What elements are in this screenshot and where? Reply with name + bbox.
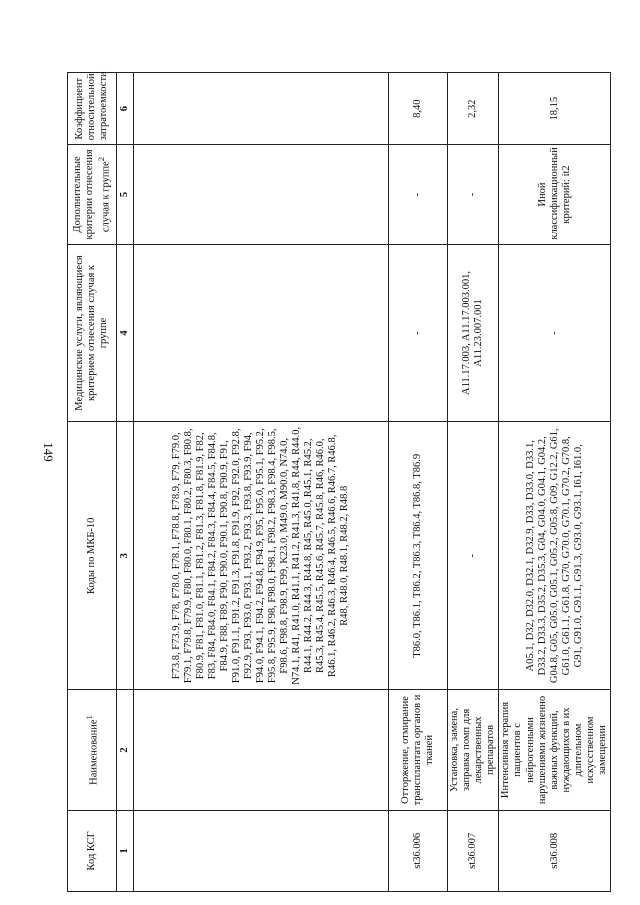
coefficient: 18,15: [499, 73, 611, 145]
column-number: 6: [117, 73, 134, 145]
ksg-name: Интенсивная терапия пациентов с нейрогенными нарушениями жизненно важных функций, нуждающихся в их длительном искусственном замещении: [499, 690, 611, 810]
additional-criteria: Иной классификационный критерий: it2: [499, 145, 611, 244]
column-number: 5: [117, 145, 134, 244]
header-coefficient: Коэффициент относительной затратоемкости: [68, 73, 117, 145]
ksg-name: Установка, замена, заправка помп для лекарственных препаратов: [448, 690, 499, 810]
ksg-name: Отторжение, отмирание трансплантата органов и тканей: [389, 690, 448, 810]
footnote-mark: 1: [83, 715, 94, 720]
medical-services: A11.17.003, A11.17.003.001, A11.23.007.001: [448, 244, 499, 422]
column-number: 2: [117, 690, 134, 810]
ksg-code: [134, 810, 389, 891]
ksg-code: st36.008: [499, 810, 611, 891]
additional-criteria: -: [389, 145, 448, 244]
icd-codes: T86.0, T86.1, T86.2, T86.3, T86.4, T86.8, T86.9: [389, 422, 448, 690]
header-code: Код КСГ: [68, 810, 117, 891]
coefficient: 2,32: [448, 73, 499, 145]
column-number: 1: [117, 810, 134, 891]
additional-criteria: -: [448, 145, 499, 244]
additional-criteria: [134, 145, 389, 244]
table-row: [448, 73, 499, 892]
icd-codes: A05.1, D32, D32.0, D32.1, D32.9, D33, D33.0, D33.1, D33.2, D33.3, D35.2, D35.3, G04, G04.0, G04.1, G04.2, G04.8, G05, G05.0, G05.1, G05.2, G05.8, G09, G12.2, G61, G61.0, G61.1, G61.8, G70, G70.0, G70.1, G70.2, G70.8, G91, G91.0, G91.1, G91.3, G93.0, G93.1, I61, I61.0,: [499, 422, 611, 690]
column-number-row: [117, 73, 134, 892]
header-icd: Коды по МКБ-10: [68, 422, 117, 690]
column-number: 4: [117, 244, 134, 422]
table-wrapper: [67, 72, 611, 892]
table-row: [389, 73, 448, 892]
ksg-name: [134, 690, 389, 810]
ksg-code: st36.006: [389, 810, 448, 891]
header-criteria: Дополнительные критерии отнесения случая к группе$^2$: [68, 145, 117, 244]
icd-codes: F73.8, F73.9, F78, F78.0, F78.1, F78.8, F78.9, F79, F79.0, F79.1, F79.8, F79.9, F80, F80.0, F80.1, F80.2, F80.3, F80.8, F80.9, F81, F81.0, F81.1, F81.2, F81.3, F81.8, F81.9, F82, F83, F84, F84.0, F84.1, F84.2, F84.3, F84.4, F84.5, F84.8, F84.9, F88, F89, F90, F90.0, F90.1, F90.8, F90.9, F91, F91.0, F91.1, F91.2, F91.3, F91.8, F91.9, F92, F92.0, F92.8, F92.9, F93, F93.0, F93.1, F93.2, F93.3, F93.8, F93.9, F94, F94.0, F94.1, F94.2, F94.8, F94.9, F95, F95.0, F95.1, F95.2, F95.8, F95.9, F98, F98.0, F98.1, F98.2, F98.3, F98.4, F98.5, F98.6, F98.8, F98.9, F99, K23.0, M49.0, M90.0, N74.0, N74.1, R41, R41.0, R41.1, R41.2, R41.3, R41.8, R44, R44.0, R44.1, R44.2, R44.3, R44.8, R45, R45.0, R45.1, R45.2, R45.3, R45.4, R45.5, R45.6, R45.7, R45.8, R46, R46.0, R46.1, R46.2, R46.3, R46.4, R46.5, R46.6, R46.7, R46.8, R48, R48.0, R48.1, R48.2, R48.8: [134, 422, 389, 690]
table-row: [499, 73, 611, 892]
ksg-code: st36.007: [448, 810, 499, 891]
medical-services: -: [499, 244, 611, 422]
header-services: Медицинские услуги, являющиеся критерием отнесения случая к группе: [68, 244, 117, 422]
column-number: 3: [117, 422, 134, 690]
page-number: 149: [41, 442, 56, 462]
ksg-table: [67, 72, 611, 892]
header-row: [68, 73, 117, 892]
coefficient: 8,40: [389, 73, 448, 145]
coefficient: [134, 73, 389, 145]
icd-codes: -: [448, 422, 499, 690]
header-name: Наименование$^1$: [68, 690, 117, 810]
medical-services: [134, 244, 389, 422]
medical-services: -: [389, 244, 448, 422]
footnote-mark: 2: [95, 156, 106, 162]
table-row: [134, 73, 389, 892]
